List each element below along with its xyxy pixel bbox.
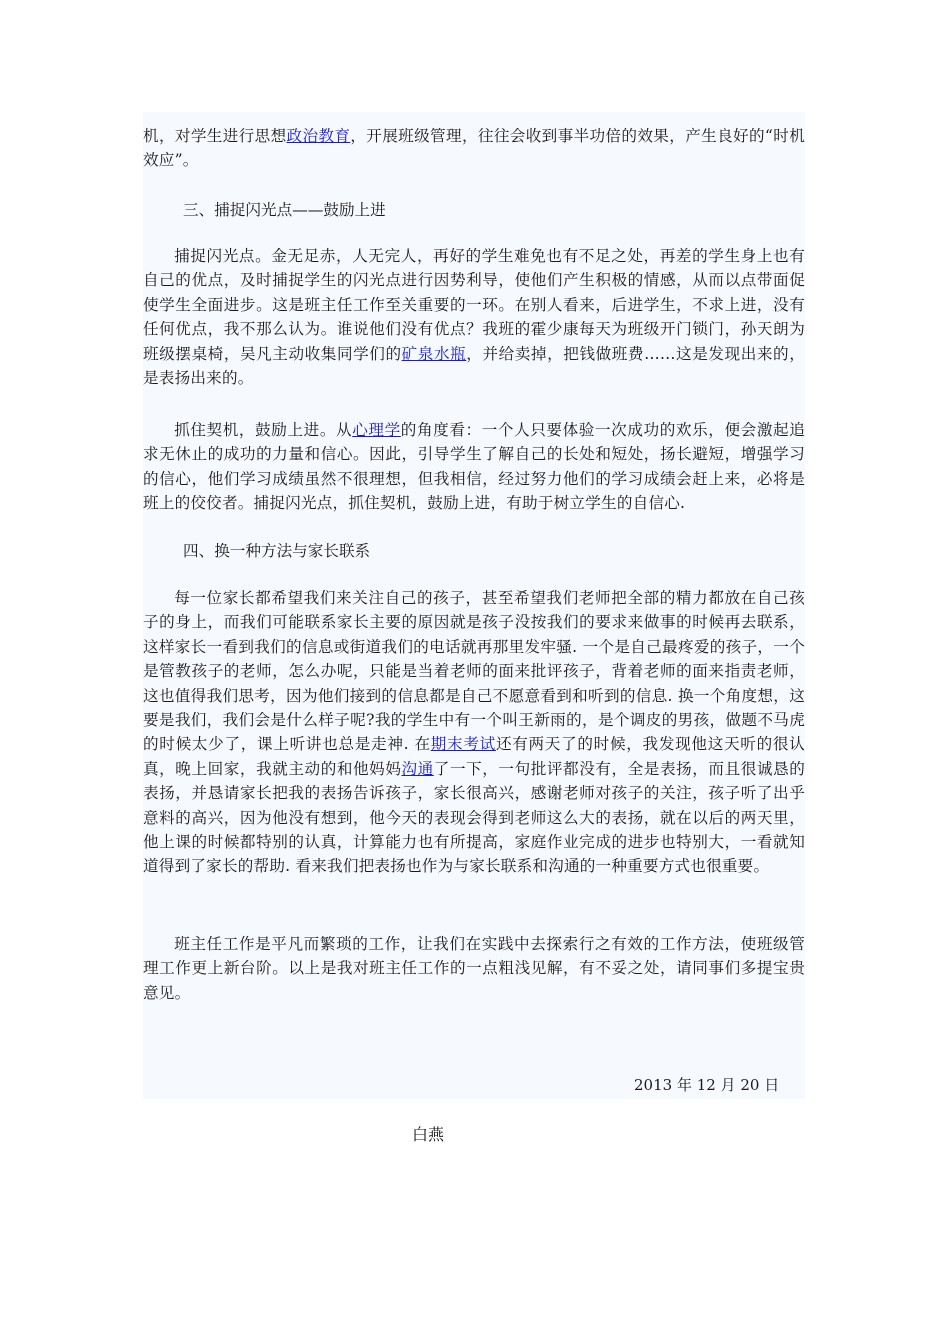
text-span: 抓住契机，鼓励上进。从: [174, 421, 353, 439]
link-psychology[interactable]: 心理学: [352, 421, 401, 439]
signature-name: 白燕: [412, 1125, 445, 1144]
section-heading-4: 四、换一种方法与家长联系: [183, 542, 371, 560]
paragraph-continuation: [143, 124, 805, 173]
text-span: 了一下，一句批评都没有，全是表扬，而且很诚恳的表扬，并恳请家长把我的表扬告诉孩子，家长很高兴，感谢老师对孩子的关注，孩子听了出乎意料的高兴，因为他没有想到，他今天的表现会得到老师这么大的表扬，就在以后的两天里，他上课的时候都特别的认真，计算能力也有所提高，家庭作业完成的进步也特别大，一看就知道得到了家长的帮助. 看来我们把表扬也作为与家长联系和沟通的一种重要方式也很重要。: [143, 759, 805, 876]
text-span: 每一位家长都希望我们来关注自己的孩子，甚至希望我们老师把全部的精力都放在自己孩子的身上，而我们可能联系家长主要的原因就是孩子没按我们的要求来做事的时候再去联系，这样家长一看到我们的信息或街道我们的电话就再那里发牢骚. 一个是自己最疼爱的孩子，一个是管教孩子的老师，怎么办呢，只能是当着老师的面来批评孩子，背着老师的面来指责老师，这也值得我们思考，因为他们接到的信息都是自己不愿意看到和听到的信息. 换一个角度想，这要是我们，我们会是什么样子呢?我的学生中有一个叫王新雨的，是个调皮的男孩，做题不马虎的时候太少了，课上听讲也总是走神. 在: [143, 589, 805, 754]
paragraph-conclusion: 班主任工作是平凡而繁琐的工作，让我们在实践中去探索行之有效的工作方法，使班级管理工作更上新台阶。以上是我对班主任工作的一点粗浅见解，有不妥之处，请同事们多提宝贵意见。: [143, 935, 805, 1002]
text-span: ，并给卖掉，把钱做班费……这是发现出来的，是表扬出来的。: [143, 344, 805, 388]
text-span: 还有两天了的时候，我发现他这天听的很认真，晚上回家，我就主动的和他妈妈: [143, 735, 805, 778]
link-political-education[interactable]: 政治教育: [286, 127, 351, 145]
text-span: 机，对学生进行思想: [143, 127, 287, 145]
link-mineral-water-bottle[interactable]: 矿泉水瓶: [401, 344, 467, 363]
section-heading-3: 三、捕捉闪光点——鼓励上进: [183, 201, 386, 219]
paragraph-highlight: [143, 244, 805, 390]
text-span: ，开展班级管理，往往会收到事半功倍的效果，产生良好的“时机效应”。: [143, 127, 805, 170]
text-span: 捕捉闪光点。金无足赤，人无完人，再好的学生难免也有不足之处，再差的学生身上也有自己的优点，及时捕捉学生的闪光点进行因势利导，使他们产生积极的情感，从而以点带面促使学生全面进步。这是班主任工作至关重要的一环。在别人看来，后进学生，不求上进，没有任何优点，我不那么认为。谁说他们没有优点？我班的霍少康每天为班级开门锁门，孙天朗为班级摆桌椅，吴凡主动收集同学们的: [143, 247, 805, 363]
date-text: 2013 年 12 月 20 日: [634, 1076, 780, 1094]
link-communication[interactable]: 沟通: [401, 759, 434, 778]
paragraph-parents: [143, 586, 805, 879]
paragraph-opportunity: [143, 418, 805, 516]
link-final-exam[interactable]: 期末考试: [430, 735, 496, 754]
text-span: 的角度看：一个人只要体验一次成功的欢乐，便会激起追求无休止的成功的力量和信心。因此，引导学生了解自己的长处和短处，扬长避短，增强学习的信心，他们学习成绩虽然不很理想，但我相信，经过努力他们的学习成绩会赶上来，必将是班上的佼佼者。捕捉闪光点，抓住契机，鼓励上进，有助于树立学生的自信心.: [143, 421, 805, 513]
